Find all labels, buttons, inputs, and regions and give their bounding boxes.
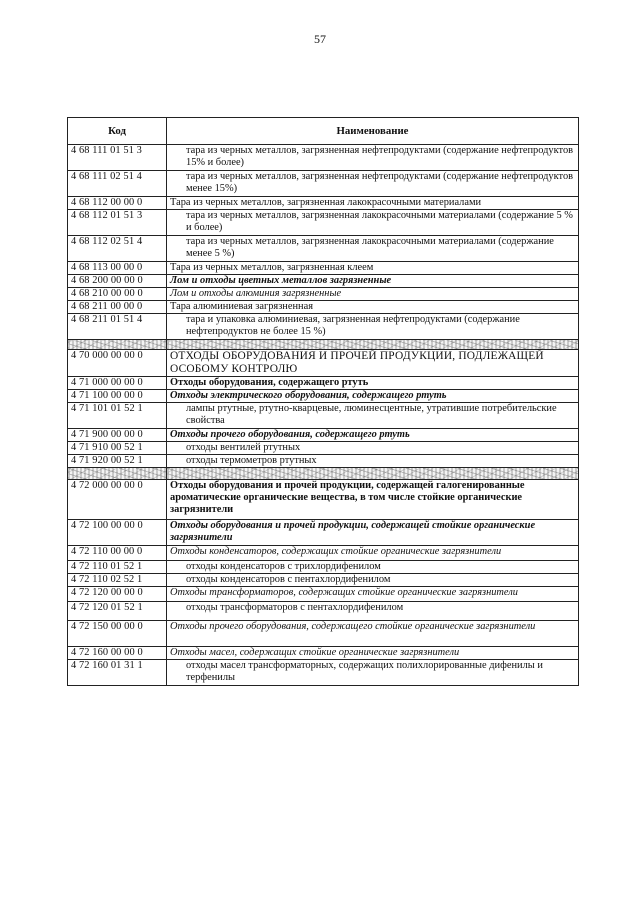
code-cell: 4 72 100 00 00 0	[68, 520, 167, 546]
table-row	[68, 520, 579, 546]
code-cell: 4 68 111 02 51 4	[68, 171, 167, 197]
scan-noise-cell	[68, 340, 167, 350]
scan-noise-cell	[68, 468, 167, 480]
table-row	[68, 171, 579, 197]
name-cell: тара из черных металлов, загрязненная лакокрасочными материалами (содержание 5 % и более)	[167, 210, 579, 236]
name-cell: Отходы трансформаторов, содержащих стойкие органические загрязнители	[167, 587, 579, 602]
name-cell: отходы масел трансформаторных, содержащих полихлорированные дифенилы и терфенилы	[167, 660, 579, 686]
table-row	[68, 350, 579, 377]
name-cell: ОТХОДЫ ОБОРУДОВАНИЯ И ПРОЧЕЙ ПРОДУКЦИИ, ПОДЛЕЖАЩЕЙ ОСОБОМУ КОНТРОЛЮ	[167, 350, 579, 377]
table-row	[68, 275, 579, 288]
table-row	[68, 288, 579, 301]
code-cell: 4 68 112 02 51 4	[68, 236, 167, 262]
code-cell: 4 68 211 01 51 4	[68, 314, 167, 340]
name-cell: Тара из черных металлов, загрязненная лакокрасочными материалами	[167, 197, 579, 210]
table-row	[68, 561, 579, 574]
scan-artifact-row	[68, 340, 579, 350]
table-row	[68, 455, 579, 468]
table-row	[68, 621, 579, 647]
table-row	[68, 377, 579, 390]
name-cell: Отходы прочего оборудования, содержащего ртуть	[167, 429, 579, 442]
code-cell: 4 71 101 01 52 1	[68, 403, 167, 429]
name-cell: отходы термометров ртутных	[167, 455, 579, 468]
table-row	[68, 647, 579, 660]
table-row	[68, 587, 579, 602]
code-cell: 4 72 110 01 52 1	[68, 561, 167, 574]
name-cell: тара из черных металлов, загрязненная нефтепродуктами (содержание нефтепродуктов 15% и более)	[167, 145, 579, 171]
table-row	[68, 390, 579, 403]
scan-noise-cell	[167, 468, 579, 480]
code-cell: 4 72 110 02 52 1	[68, 574, 167, 587]
header-code: Код	[68, 118, 167, 145]
name-cell: отходы конденсаторов с трихлордифенилом	[167, 561, 579, 574]
name-cell: Отходы прочего оборудования, содержащего стойкие органические загрязнители	[167, 621, 579, 647]
table-header-row	[68, 118, 579, 145]
code-cell: 4 70 000 00 00 0	[68, 350, 167, 377]
code-cell: 4 72 000 00 00 0	[68, 480, 167, 520]
code-cell: 4 68 111 01 51 3	[68, 145, 167, 171]
table-row	[68, 660, 579, 686]
table-row	[68, 197, 579, 210]
scan-artifact-row	[68, 468, 579, 480]
name-cell: тара из черных металлов, загрязненная нефтепродуктами (содержание нефтепродуктов менее 15%)	[167, 171, 579, 197]
code-cell: 4 72 160 01 31 1	[68, 660, 167, 686]
name-cell: тара из черных металлов, загрязненная лакокрасочными материалами (содержание менее 5 %)	[167, 236, 579, 262]
code-cell: 4 68 112 00 00 0	[68, 197, 167, 210]
name-cell: отходы конденсаторов с пентахлордифенилом	[167, 574, 579, 587]
name-cell: Лом и отходы алюминия загрязненные	[167, 288, 579, 301]
code-cell: 4 68 211 00 00 0	[68, 301, 167, 314]
code-cell: 4 72 120 00 00 0	[68, 587, 167, 602]
name-cell: отходы вентилей ртутных	[167, 442, 579, 455]
code-cell: 4 68 112 01 51 3	[68, 210, 167, 236]
table-row	[68, 546, 579, 561]
code-cell: 4 71 910 00 52 1	[68, 442, 167, 455]
name-cell: Отходы оборудования, содержащего ртуть	[167, 377, 579, 390]
table-body	[68, 145, 579, 686]
header-name: Наименование	[167, 118, 579, 145]
table-row	[68, 442, 579, 455]
name-cell: Лом и отходы цветных металлов загрязненные	[167, 275, 579, 288]
name-cell: Отходы оборудования и прочей продукции, содержащей стойкие органические загрязнители	[167, 520, 579, 546]
code-cell: 4 72 150 00 00 0	[68, 621, 167, 647]
table-row	[68, 210, 579, 236]
scan-noise-cell	[167, 340, 579, 350]
code-cell: 4 72 110 00 00 0	[68, 546, 167, 561]
code-cell: 4 72 160 00 00 0	[68, 647, 167, 660]
name-cell: Отходы электрического оборудования, содержащего ртуть	[167, 390, 579, 403]
code-cell: 4 71 100 00 00 0	[68, 390, 167, 403]
code-cell: 4 68 210 00 00 0	[68, 288, 167, 301]
name-cell: отходы трансформаторов с пентахлордифенилом	[167, 602, 579, 621]
code-cell: 4 68 200 00 00 0	[68, 275, 167, 288]
name-cell: Тара из черных металлов, загрязненная клеем	[167, 262, 579, 275]
table-row	[68, 480, 579, 520]
name-cell: тара и упаковка алюминиевая, загрязненная нефтепродуктами (содержание нефтепродуктов не более 15 %)	[167, 314, 579, 340]
code-cell: 4 71 920 00 52 1	[68, 455, 167, 468]
table-row	[68, 403, 579, 429]
page-number: 57	[314, 32, 326, 46]
code-cell: 4 71 900 00 00 0	[68, 429, 167, 442]
name-cell: Тара алюминиевая загрязненная	[167, 301, 579, 314]
code-cell: 4 68 113 00 00 0	[68, 262, 167, 275]
table-row	[68, 314, 579, 340]
code-cell: 4 72 120 01 52 1	[68, 602, 167, 621]
code-cell: 4 71 000 00 00 0	[68, 377, 167, 390]
table-row	[68, 602, 579, 621]
table-row	[68, 145, 579, 171]
table-row	[68, 236, 579, 262]
table-row	[68, 301, 579, 314]
table-row	[68, 262, 579, 275]
name-cell: Отходы оборудования и прочей продукции, содержащей галогенированные ароматические органические вещества, в том числе стойкие органические загрязнители	[167, 480, 579, 520]
name-cell: лампы ртутные, ртутно-кварцевые, люминесцентные, утратившие потребительские свойства	[167, 403, 579, 429]
name-cell: Отходы конденсаторов, содержащих стойкие органические загрязнители	[167, 546, 579, 561]
waste-classification-table	[67, 117, 579, 686]
name-cell: Отходы масел, содержащих стойкие органические загрязнители	[167, 647, 579, 660]
table-row	[68, 429, 579, 442]
table-row	[68, 574, 579, 587]
